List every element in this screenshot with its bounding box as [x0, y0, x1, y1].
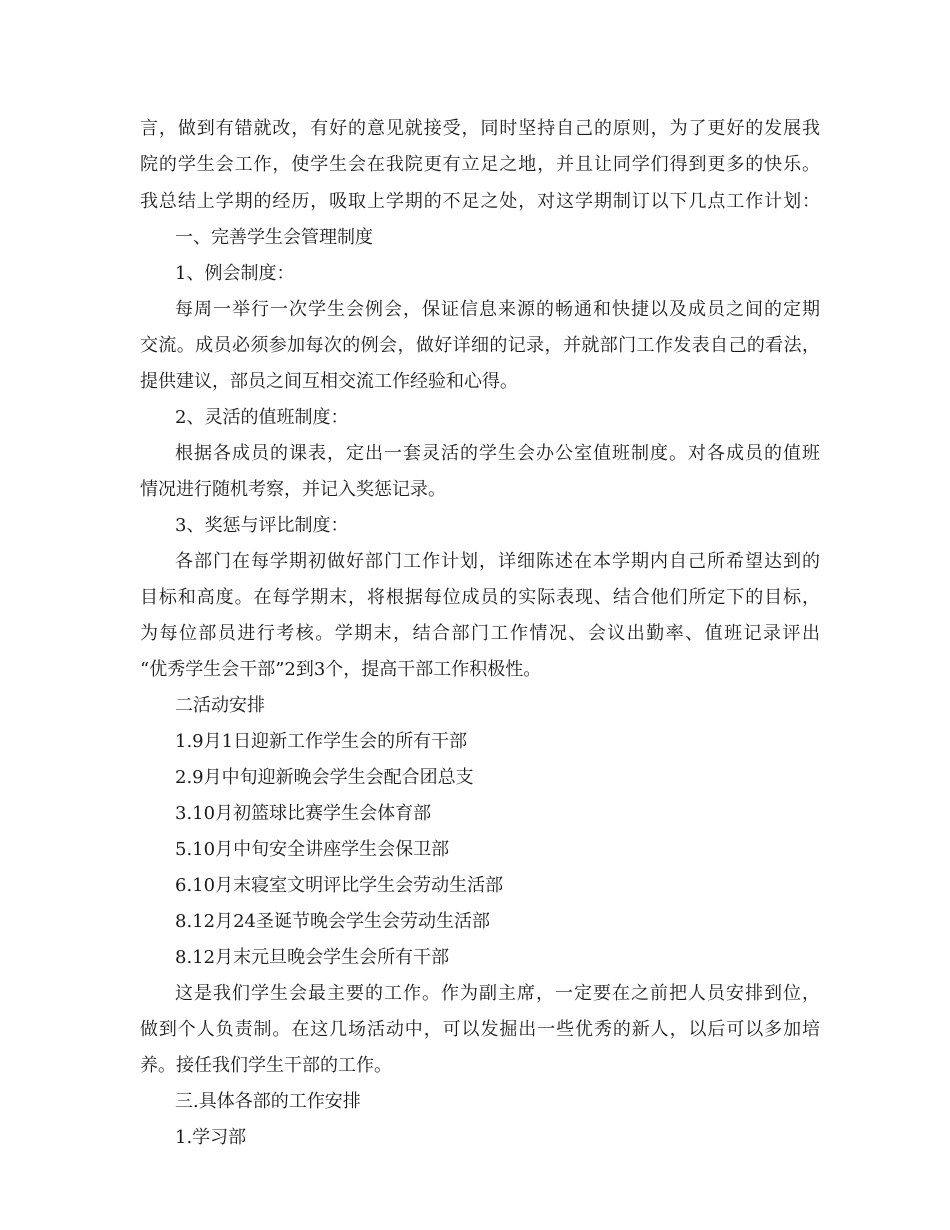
paragraph-line: 目标和高度。在每学期末，将根据每位成员的实际表现、结合他们所定下的目标，: [140, 587, 820, 608]
subsection-heading: 2、灵活的值班制度：: [175, 407, 349, 428]
paragraph-line: 交流。成员必须参加每次的例会，做好详细的记录，并就部门工作发表自己的看法，: [140, 335, 820, 356]
paragraph-line: 院的学生会工作，使学生会在我院更有立足之地，并且让同学们得到更多的快乐。: [140, 154, 820, 175]
list-item: 6.10月末寝室文明评比学生会劳动生活部: [175, 875, 504, 896]
list-item: 3.10月初篮球比赛学生会体育部: [175, 803, 432, 824]
paragraph-line: 言，做到有错就改，有好的意见就接受，同时坚持自己的原则，为了更好的发展我: [140, 118, 820, 139]
subsection-heading: 1.学习部: [175, 1127, 247, 1148]
list-item: 8.12月24圣诞节晚会学生会劳动生活部: [175, 911, 490, 932]
paragraph-line: 各部门在每学期初做好部门工作计划，详细陈述在本学期内自己所希望达到的: [175, 551, 820, 572]
section-heading: 三.具体各部的工作安排: [175, 1091, 361, 1112]
list-item: 5.10月中旬安全讲座学生会保卫部: [175, 839, 450, 860]
paragraph-line: 这是我们学生会最主要的工作。作为副主席，一定要在之前把人员安排到位，: [175, 983, 820, 1004]
section-heading: 一、完善学生会管理制度: [175, 227, 373, 248]
paragraph-line: 我总结上学期的经历，吸取上学期的不足之处，对这学期制订以下几点工作计划：: [140, 191, 820, 212]
paragraph-line: “优秀学生会干部”2到3个，提高干部工作积极性。: [140, 659, 542, 680]
paragraph-line: 为每位部员进行考核。学期末，结合部门工作情况、会议出勤率、值班记录评出: [140, 623, 820, 644]
paragraph-line: 每周一举行一次学生会例会，保证信息来源的畅通和快捷以及成员之间的定期: [175, 299, 820, 320]
paragraph-line: 情况进行随机考察，并记入奖惩记录。: [140, 479, 446, 500]
paragraph-line: 做到个人负责制。在这几场活动中，可以发掘出一些优秀的新人，以后可以多加培: [140, 1019, 820, 1040]
section-heading: 二活动安排: [175, 695, 265, 716]
paragraph-line: 根据各成员的课表，定出一套灵活的学生会办公室值班制度。对各成员的值班: [175, 443, 820, 464]
list-item: 8.12月末元旦晚会学生会所有干部: [175, 947, 450, 968]
paragraph-line: 提供建议，部员之间互相交流工作经验和心得。: [140, 371, 518, 392]
list-item: 2.9月中旬迎新晚会学生会配合团总支: [175, 767, 474, 788]
subsection-heading: 3、奖惩与评比制度：: [175, 515, 349, 536]
subsection-heading: 1、例会制度：: [175, 263, 295, 284]
paragraph-line: 养。接任我们学生干部的工作。: [140, 1055, 392, 1076]
list-item: 1.9月1日迎新工作学生会的所有干部: [175, 731, 468, 752]
